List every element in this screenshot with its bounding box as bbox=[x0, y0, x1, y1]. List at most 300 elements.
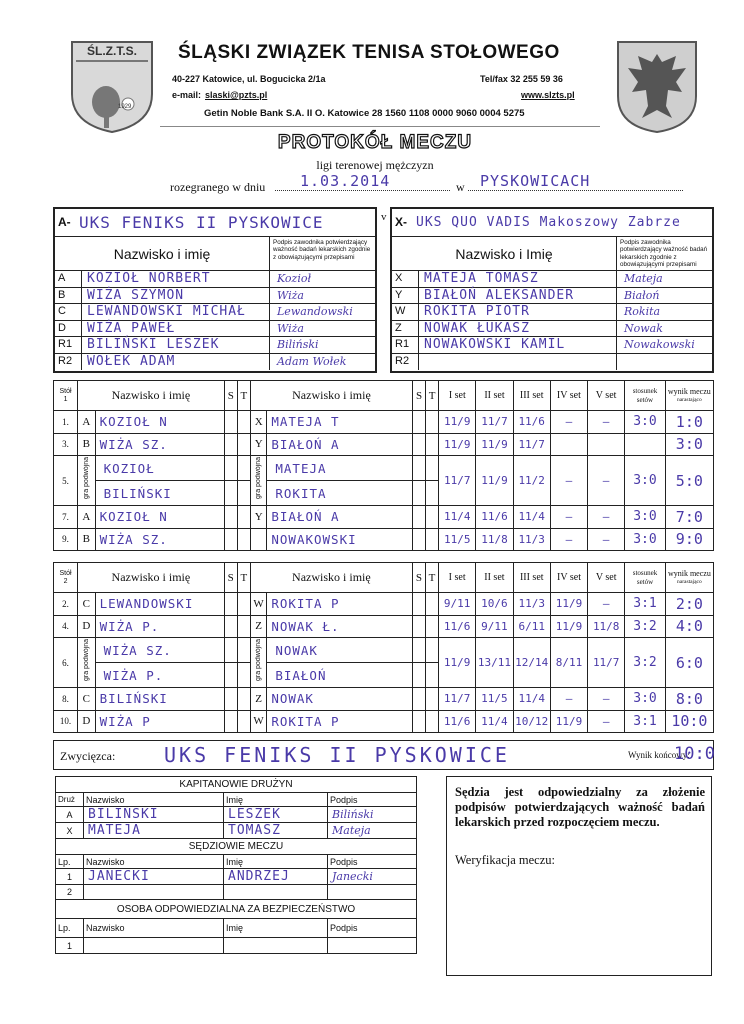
team-a-player-row bbox=[55, 271, 375, 288]
player-a-t[interactable] bbox=[237, 688, 250, 711]
result-sublabel: narastająco bbox=[677, 578, 702, 585]
doubles-label: gra podwójna bbox=[82, 638, 90, 682]
match-row bbox=[54, 615, 714, 638]
set-4-score[interactable]: 11/9 bbox=[550, 593, 587, 616]
pzts-logo bbox=[70, 40, 154, 134]
player-a-s[interactable] bbox=[224, 593, 237, 616]
set-4-score[interactable]: – bbox=[550, 688, 587, 711]
player-x-s[interactable] bbox=[412, 433, 425, 456]
player-a-s[interactable] bbox=[224, 663, 237, 688]
set-3-score[interactable]: 6/11 bbox=[513, 615, 550, 638]
set-4-score[interactable]: – bbox=[550, 456, 587, 506]
set-3-score[interactable]: 11/7 bbox=[513, 433, 550, 456]
col-header-set5: V set bbox=[588, 563, 625, 593]
player-x-t[interactable] bbox=[425, 710, 438, 733]
player-a-t[interactable] bbox=[237, 433, 250, 456]
match-row bbox=[54, 710, 714, 733]
set-3-score[interactable]: 10/12 bbox=[513, 710, 550, 733]
team-x-name[interactable]: UKS QUO VADIS Makoszowy Zabrze bbox=[416, 215, 681, 230]
player-a-s[interactable] bbox=[224, 638, 237, 663]
captain-name[interactable]: LESZEK bbox=[224, 807, 328, 823]
set-3-score[interactable]: 11/4 bbox=[513, 688, 550, 711]
safety-row bbox=[56, 938, 417, 954]
running-result[interactable]: 2:0 bbox=[665, 593, 713, 616]
player-signature: Biliński bbox=[277, 338, 319, 351]
player-x-s[interactable] bbox=[412, 506, 425, 529]
eagle-emblem bbox=[616, 40, 698, 134]
player-x-t[interactable] bbox=[425, 615, 438, 638]
match-number: 1. bbox=[54, 411, 78, 434]
player-a-s[interactable] bbox=[224, 528, 237, 551]
org-phone: Tel/fax 32 255 59 36 bbox=[480, 74, 563, 84]
col-header-name-a: Nazwisko i imię bbox=[78, 381, 225, 411]
set-4-score[interactable]: – bbox=[550, 411, 587, 434]
running-result[interactable]: 4:0 bbox=[665, 615, 713, 638]
set-ratio[interactable] bbox=[625, 433, 665, 456]
match-number: 5. bbox=[54, 456, 78, 506]
col-header-set2: II set bbox=[476, 381, 513, 411]
player-signature: Nowak bbox=[624, 321, 663, 335]
player-a-name[interactable]: LEWANDOWSKI bbox=[95, 593, 224, 616]
player-a-code: B bbox=[78, 528, 96, 551]
player-x-code: W bbox=[250, 710, 266, 733]
set-3-score[interactable]: 11/3 bbox=[513, 593, 550, 616]
set-5-score[interactable] bbox=[588, 433, 625, 456]
match-number: 6. bbox=[54, 638, 78, 688]
player-x-name-2[interactable]: BIAŁOŃ bbox=[267, 663, 413, 688]
col-header-t: T bbox=[425, 563, 438, 593]
player-x-s[interactable] bbox=[412, 663, 425, 688]
player-x-name[interactable]: BIAŁOŃ A bbox=[267, 506, 413, 529]
player-name[interactable]: NOWAKOWSKI KAMIL bbox=[424, 337, 566, 352]
referee-name[interactable] bbox=[224, 885, 328, 900]
player-x-code: Y bbox=[250, 433, 266, 456]
player-x-t[interactable] bbox=[425, 638, 438, 663]
player-a-s[interactable] bbox=[224, 506, 237, 529]
player-a-name-2[interactable]: WIŻA P. bbox=[95, 663, 224, 688]
team-x-header-name: Nazwisko i Imię bbox=[455, 246, 553, 262]
col-header-set3: III set bbox=[513, 381, 550, 411]
eagle-icon bbox=[616, 40, 698, 134]
referees-col-name: Imię bbox=[224, 855, 328, 869]
running-result[interactable]: 8:0 bbox=[665, 688, 713, 711]
col-header-name-a: Nazwisko i imię bbox=[78, 563, 225, 593]
player-a-s[interactable] bbox=[224, 615, 237, 638]
referee-row bbox=[56, 869, 417, 885]
player-x-code: Z bbox=[250, 688, 266, 711]
player-x-t[interactable] bbox=[426, 528, 439, 551]
document-subtitle: ligi terenowej mężczyzn bbox=[316, 158, 434, 172]
player-a-name[interactable]: KOZIOŁ bbox=[95, 456, 224, 481]
player-x-t[interactable] bbox=[426, 481, 439, 506]
player-code: R1 bbox=[395, 338, 410, 350]
player-x-t[interactable] bbox=[426, 411, 439, 434]
set-ratio[interactable]: 3:0 bbox=[625, 456, 665, 506]
player-a-code: D bbox=[78, 615, 96, 638]
set-1-score[interactable]: 11/9 bbox=[439, 638, 476, 688]
col-header-s: S bbox=[412, 563, 425, 593]
set-1-score[interactable]: 11/7 bbox=[439, 688, 476, 711]
match-row-doubles bbox=[54, 638, 714, 663]
player-x-s[interactable] bbox=[412, 411, 425, 434]
player-x-name[interactable]: MATEJA bbox=[267, 456, 413, 481]
running-result[interactable]: 7:0 bbox=[665, 506, 713, 529]
player-a-name[interactable]: WIŻA SZ. bbox=[95, 433, 224, 456]
player-x-name[interactable]: NOWAK bbox=[267, 638, 413, 663]
player-a-t[interactable] bbox=[237, 615, 250, 638]
set-1-score[interactable]: 11/4 bbox=[439, 506, 476, 529]
player-signature: Lewandowski bbox=[277, 305, 353, 318]
player-x-s[interactable] bbox=[412, 456, 425, 481]
set-5-score[interactable]: 11/8 bbox=[588, 615, 625, 638]
player-x-t[interactable] bbox=[425, 593, 438, 616]
player-a-t[interactable] bbox=[237, 528, 250, 551]
captain-name[interactable]: TOMASZ bbox=[224, 823, 328, 839]
table-number: 2 bbox=[63, 577, 68, 585]
team-x-player-rows bbox=[392, 271, 712, 370]
set-2-score[interactable]: 10/6 bbox=[476, 593, 513, 616]
player-a-s[interactable] bbox=[224, 710, 237, 733]
set-ratio[interactable]: 3:1 bbox=[625, 710, 665, 733]
set-5-score[interactable]: – bbox=[588, 528, 625, 551]
player-x-t[interactable] bbox=[425, 663, 438, 688]
col-header-set4: IV set bbox=[550, 563, 587, 593]
player-x-code bbox=[250, 528, 266, 551]
set-2-score[interactable]: 11/7 bbox=[476, 411, 513, 434]
player-x-s[interactable] bbox=[412, 615, 425, 638]
col-header-t: T bbox=[426, 381, 439, 411]
set-5-score[interactable]: – bbox=[588, 456, 625, 506]
player-code: D bbox=[58, 321, 66, 334]
team-a-header-name: Nazwisko i imię bbox=[113, 246, 211, 262]
captains-col-surname: Nazwisko bbox=[84, 793, 224, 807]
team-a-header-sign: Podpis zawodnika potwierdzający ważność badań lekarskich zgodnie z obowiązującymi przepisami bbox=[273, 239, 371, 261]
player-name[interactable]: LEWANDOWSKI MICHAŁ bbox=[87, 304, 246, 319]
set-3-score[interactable]: 11/4 bbox=[513, 506, 550, 529]
set-5-score[interactable]: – bbox=[588, 593, 625, 616]
place-value[interactable]: PYSKOWICACH bbox=[480, 172, 591, 190]
running-result[interactable]: 1:0 bbox=[665, 411, 713, 434]
player-signature: Adam Wołek bbox=[277, 354, 347, 368]
col-header-ratio: stosunek setów bbox=[625, 381, 665, 411]
org-bank: Getin Noble Bank S.A. II O. Katowice 28 1560 1108 0000 9060 0004 5275 bbox=[204, 108, 525, 119]
team-a-player-row bbox=[55, 288, 375, 305]
set-1-score[interactable]: 11/6 bbox=[439, 710, 476, 733]
player-x-s[interactable] bbox=[412, 481, 425, 506]
table-number: 1 bbox=[63, 395, 68, 403]
player-code: X bbox=[395, 272, 403, 284]
org-name: ŚLĄSKI ZWIĄZEK TENISA STOŁOWEGO bbox=[178, 42, 560, 63]
referee-surname[interactable]: JANECKI bbox=[84, 869, 224, 885]
player-x-s[interactable] bbox=[412, 638, 425, 663]
date-label: rozegranego w dniu bbox=[170, 180, 266, 194]
team-x-player-row bbox=[392, 354, 712, 371]
team-x-player-row bbox=[392, 304, 712, 321]
match-row bbox=[54, 411, 714, 434]
match-row bbox=[54, 433, 714, 456]
player-a-name[interactable]: WIŻA SZ. bbox=[95, 638, 224, 663]
player-a-code: C bbox=[78, 593, 96, 616]
player-a-code: C bbox=[78, 688, 96, 711]
player-x-s[interactable] bbox=[412, 528, 425, 551]
running-result[interactable]: 3:0 bbox=[665, 433, 713, 456]
set-2-score[interactable]: 9/11 bbox=[476, 615, 513, 638]
set-3-score[interactable]: 12/14 bbox=[513, 638, 550, 688]
player-x-name[interactable]: NOWAKOWSKI bbox=[267, 528, 413, 551]
running-result[interactable]: 9:0 bbox=[665, 528, 713, 551]
running-result[interactable]: 6:0 bbox=[665, 638, 713, 688]
team-x-prefix: X- bbox=[395, 215, 407, 229]
safety-lp: 1 bbox=[56, 938, 84, 954]
match-table-2-header-row bbox=[54, 563, 714, 593]
set-1-score[interactable]: 11/5 bbox=[439, 528, 476, 551]
player-x-name-2[interactable]: ROKITA bbox=[267, 481, 413, 506]
col-header-s: S bbox=[412, 381, 425, 411]
col-header-set3: III set bbox=[513, 563, 550, 593]
set-5-score[interactable]: – bbox=[588, 710, 625, 733]
match-number: 7. bbox=[54, 506, 78, 529]
player-a-s[interactable] bbox=[224, 481, 237, 506]
player-a-t[interactable] bbox=[237, 506, 250, 529]
referee-notice-text: Sędzia jest odpowiedzialny za złożenie podpisów potwierdzających ważność badań lekarskich przed rozpoczęciem meczu. bbox=[455, 785, 705, 829]
result-label: wynik meczu bbox=[667, 568, 711, 578]
player-a-s[interactable] bbox=[224, 433, 237, 456]
set-5-score[interactable]: 11/7 bbox=[588, 638, 625, 688]
set-1-score[interactable]: 11/6 bbox=[439, 615, 476, 638]
player-name[interactable]: MATEJA TOMASZ bbox=[424, 271, 539, 286]
winner-row bbox=[53, 740, 714, 770]
set-ratio[interactable]: 3:2 bbox=[625, 638, 665, 688]
set-3-score[interactable]: 11/3 bbox=[513, 528, 550, 551]
set-4-score[interactable]: 8/11 bbox=[550, 638, 587, 688]
set-5-score[interactable]: – bbox=[588, 506, 625, 529]
safety-col-lp: Lp. bbox=[56, 919, 84, 938]
player-a-name[interactable]: WIŻA P. bbox=[95, 615, 224, 638]
captain-signature: Biliński bbox=[328, 807, 417, 823]
player-a-t[interactable] bbox=[237, 593, 250, 616]
org-email-label: e-mail: bbox=[172, 90, 202, 100]
set-4-score[interactable]: 11/9 bbox=[550, 710, 587, 733]
player-name[interactable]: BILIŃSKI LESZEK bbox=[87, 337, 220, 352]
player-name[interactable]: BIAŁOŃ ALEKSANDER bbox=[424, 287, 575, 303]
player-name[interactable]: WIŻA PAWEŁ bbox=[87, 320, 176, 336]
player-code: R1 bbox=[58, 338, 73, 350]
player-x-s[interactable] bbox=[412, 688, 425, 711]
player-a-t[interactable] bbox=[237, 710, 250, 733]
player-x-name[interactable]: BIAŁOŃ A bbox=[267, 433, 413, 456]
player-a-code: B bbox=[78, 433, 96, 456]
versus-label: v bbox=[381, 211, 387, 223]
captain-signature: Mateja bbox=[328, 823, 417, 839]
referees-col-surname: Nazwisko bbox=[84, 855, 224, 869]
player-a-t[interactable] bbox=[237, 638, 250, 663]
player-a-name[interactable]: BILIŃSKI bbox=[95, 688, 224, 711]
set-2-score[interactable]: 11/9 bbox=[476, 433, 513, 456]
set-ratio[interactable]: 3:1 bbox=[625, 593, 665, 616]
safety-surname[interactable] bbox=[84, 938, 224, 954]
org-address: 40-227 Katowice, ul. Bogucicka 2/1a bbox=[172, 74, 326, 84]
set-ratio[interactable]: 3:0 bbox=[625, 506, 665, 529]
player-a-t[interactable] bbox=[237, 663, 250, 688]
player-signature: Mateja bbox=[624, 272, 663, 285]
player-x-code: Y bbox=[250, 506, 266, 529]
player-a-name[interactable]: KOZIOŁ N bbox=[95, 411, 224, 434]
match-number: 8. bbox=[54, 688, 78, 711]
set-4-score[interactable]: – bbox=[550, 528, 587, 551]
set-4-score[interactable]: 11/9 bbox=[550, 615, 587, 638]
player-name[interactable]: KOZIOŁ NORBERT bbox=[87, 271, 211, 286]
col-header-name-x: Nazwisko i imię bbox=[250, 381, 412, 411]
player-a-name[interactable]: WIŻA SZ. bbox=[95, 528, 224, 551]
player-x-name[interactable]: MATEJA T bbox=[267, 411, 413, 434]
match-table-2 bbox=[53, 562, 714, 739]
table-number-label bbox=[54, 563, 78, 593]
match-row bbox=[54, 688, 714, 711]
col-header-t: T bbox=[237, 563, 250, 593]
player-x-name[interactable]: ROKITA P bbox=[267, 593, 413, 616]
set-3-score[interactable]: 11/2 bbox=[513, 456, 550, 506]
player-code: B bbox=[58, 288, 66, 301]
team-a-name-row bbox=[55, 209, 375, 237]
final-score-value[interactable]: 10:0 bbox=[674, 744, 715, 764]
player-x-name[interactable]: NOWAK Ł. bbox=[267, 615, 413, 638]
table-label: Stół bbox=[59, 569, 72, 577]
team-x-player-row bbox=[392, 288, 712, 305]
player-signature: Wiża bbox=[277, 321, 304, 335]
player-a-s[interactable] bbox=[224, 411, 237, 434]
referee-notice-box bbox=[446, 776, 712, 976]
player-signature: Rokita bbox=[624, 305, 661, 318]
set-5-score[interactable]: – bbox=[588, 411, 625, 434]
doubles-label: gra podwójna bbox=[82, 456, 90, 500]
captains-col-sign: Podpis bbox=[328, 793, 417, 807]
header-underline bbox=[160, 126, 600, 127]
safety-signature bbox=[328, 938, 417, 954]
logo-text: ŚL.Z.T.S. bbox=[86, 44, 137, 58]
set-5-score[interactable]: – bbox=[588, 688, 625, 711]
team-x-player-row bbox=[392, 321, 712, 338]
set-4-score[interactable]: – bbox=[550, 506, 587, 529]
col-header-set1: I set bbox=[439, 563, 476, 593]
team-a-player-row bbox=[55, 321, 375, 338]
running-result[interactable]: 5:0 bbox=[665, 456, 713, 506]
date-dots bbox=[275, 190, 450, 191]
player-a-t[interactable] bbox=[237, 481, 250, 506]
captain-surname[interactable]: BILIŃSKI bbox=[84, 807, 224, 823]
match-table-1 bbox=[53, 380, 714, 557]
set-ratio[interactable]: 3:0 bbox=[625, 411, 665, 434]
player-name[interactable]: WOŁEK ADAM bbox=[87, 353, 176, 369]
match-number: 4. bbox=[54, 615, 78, 638]
match-table-1-grid bbox=[53, 380, 714, 551]
table-number-label bbox=[54, 381, 78, 411]
set-1-score[interactable]: 11/9 bbox=[439, 411, 476, 434]
date-value[interactable]: 1.03.2014 bbox=[300, 172, 391, 190]
set-1-score[interactable]: 9/11 bbox=[439, 593, 476, 616]
place-dots bbox=[468, 190, 683, 191]
player-x-t[interactable] bbox=[426, 433, 439, 456]
referee-surname[interactable] bbox=[84, 885, 224, 900]
safety-col-sign: Podpis bbox=[328, 919, 417, 938]
player-code: A bbox=[58, 272, 66, 284]
player-x-s[interactable] bbox=[412, 593, 425, 616]
player-code: R2 bbox=[395, 354, 410, 367]
player-x-name[interactable]: ROKITA P bbox=[267, 710, 413, 733]
player-a-code: A bbox=[78, 506, 96, 529]
player-x-s[interactable] bbox=[412, 710, 425, 733]
set-1-score[interactable]: 11/9 bbox=[439, 433, 476, 456]
player-a-s[interactable] bbox=[224, 456, 237, 481]
set-2-score[interactable]: 11/8 bbox=[476, 528, 513, 551]
player-a-name-2[interactable]: BILIŃSKI bbox=[95, 481, 224, 506]
set-2-score[interactable]: 11/5 bbox=[476, 688, 513, 711]
team-a-prefix: A- bbox=[58, 215, 71, 229]
logo-year: 1929 bbox=[118, 104, 132, 110]
team-a-name[interactable]: UKS FENIKS II PYSKOWICE bbox=[79, 213, 324, 232]
set-2-score[interactable]: 13/11 bbox=[476, 638, 513, 688]
set-2-score[interactable]: 11/4 bbox=[476, 710, 513, 733]
set-3-score[interactable]: 11/6 bbox=[513, 411, 550, 434]
player-x-t[interactable] bbox=[425, 688, 438, 711]
captain-surname[interactable]: MATEJA bbox=[84, 823, 224, 839]
set-4-score[interactable] bbox=[550, 433, 587, 456]
referee-row bbox=[56, 885, 417, 900]
captains-col-team: Druż bbox=[56, 793, 84, 807]
captains-table bbox=[55, 776, 417, 954]
player-x-t[interactable] bbox=[426, 456, 439, 481]
player-name[interactable]: ROKITA PIOTR bbox=[424, 304, 530, 319]
player-a-t[interactable] bbox=[237, 456, 250, 481]
set-ratio[interactable]: 3:0 bbox=[625, 688, 665, 711]
doubles-label: gra podwójna bbox=[255, 638, 263, 682]
player-a-name[interactable]: WIŻA P bbox=[95, 710, 224, 733]
running-result[interactable]: 10:0 bbox=[665, 710, 713, 733]
winner-value[interactable]: UKS FENIKS II PYSKOWICE bbox=[164, 743, 510, 767]
set-ratio[interactable]: 3:2 bbox=[625, 615, 665, 638]
player-a-name[interactable]: KOZIOŁ N bbox=[95, 506, 224, 529]
referees-col-sign: Podpis bbox=[328, 855, 417, 869]
player-a-s[interactable] bbox=[224, 688, 237, 711]
player-name[interactable]: NOWAK ŁUKASZ bbox=[424, 320, 530, 336]
team-a-player-row bbox=[55, 354, 375, 371]
safety-col-surname: Nazwisko bbox=[84, 919, 224, 938]
safety-name[interactable] bbox=[224, 938, 328, 954]
referee-name[interactable]: ANDRZEJ bbox=[224, 869, 328, 885]
player-x-t[interactable] bbox=[426, 506, 439, 529]
col-header-set4: IV set bbox=[550, 381, 587, 411]
set-2-score[interactable]: 11/9 bbox=[476, 456, 513, 506]
player-x-name[interactable]: NOWAK bbox=[267, 688, 413, 711]
col-header-name-x: Nazwisko i imię bbox=[250, 563, 412, 593]
team-x-player-row bbox=[392, 337, 712, 354]
match-number: 9. bbox=[54, 528, 78, 551]
player-a-t[interactable] bbox=[237, 411, 250, 434]
player-name[interactable]: WIŻA SZYMON bbox=[87, 287, 185, 303]
match-number: 3. bbox=[54, 433, 78, 456]
team-a-box bbox=[53, 207, 377, 373]
col-header-set2: II set bbox=[476, 563, 513, 593]
org-email-link[interactable]: slaski@pzts.pl bbox=[205, 90, 268, 100]
set-1-score[interactable]: 11/7 bbox=[439, 456, 476, 506]
doubles-marker bbox=[78, 456, 96, 506]
player-signature: Białoń bbox=[624, 288, 660, 302]
set-2-score[interactable]: 11/6 bbox=[476, 506, 513, 529]
set-ratio[interactable]: 3:0 bbox=[625, 528, 665, 551]
match-row bbox=[54, 593, 714, 616]
org-website-link[interactable]: www.slzts.pl bbox=[521, 90, 575, 100]
referees-col-lp: Lp. bbox=[56, 855, 84, 869]
match-row bbox=[54, 528, 714, 551]
